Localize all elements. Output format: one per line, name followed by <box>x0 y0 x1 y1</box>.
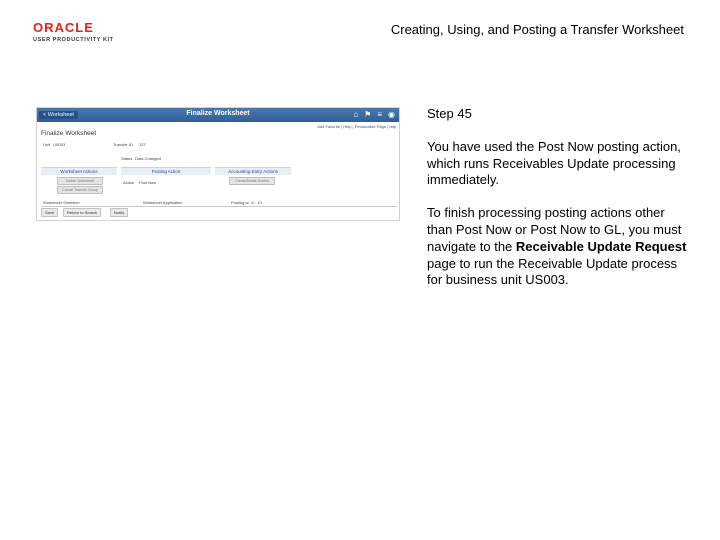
logo-brand: ORACLE <box>33 20 94 35</box>
worksheet-actions-header: Worksheet Actions <box>41 167 117 175</box>
posting-line-text: Posting w.: 8 - 10 <box>231 200 262 205</box>
posting-action-header: Posting Action <box>121 167 211 175</box>
notify-label: Notify <box>114 210 125 215</box>
unit-label: Unit <box>43 142 51 147</box>
create-delete-entries-button[interactable]: Create/Delete Entries <box>229 177 275 185</box>
instruction-text-post: page to run the Receivable Update process for business unit US003. <box>427 255 678 288</box>
step-number: Step 45 <box>427 106 472 121</box>
instruction-paragraph-1: You have used the Post Now posting action, which runs Receivables Update processing immediately. <box>427 138 681 188</box>
logo-subtext: USER PRODUCTIVITY KIT <box>33 37 114 43</box>
transfer-id-value: 127 <box>139 142 146 147</box>
header-icons <box>353 110 395 120</box>
instruction-paragraph-2 <box>427 205 689 289</box>
home-icon[interactable]: ⌂ <box>353 110 359 119</box>
instruction-text-pre: To finish processing posting actions other than Post Now or Post Now to GL, you must navigate to the <box>427 205 682 254</box>
action-label: Action <box>123 180 135 185</box>
transfer-id-label: Transfer ID <box>113 142 133 147</box>
oracle-logo <box>33 22 128 48</box>
flag-icon[interactable]: ⚑ <box>364 110 372 119</box>
window-title: Finalize Worksheet <box>186 110 250 117</box>
save-button[interactable] <box>41 208 58 217</box>
application-screenshot <box>36 107 400 221</box>
save-label: Save <box>45 210 55 215</box>
notify-button[interactable] <box>110 208 128 217</box>
back-button[interactable]: < Worksheet <box>39 111 78 119</box>
accounting-entry-actions-header: Accounting Entry Actions <box>215 167 291 175</box>
top-links[interactable]: Add Favorite | Help | Personalize Page | http <box>317 124 396 129</box>
return-to-search-label: Return to Search <box>67 210 98 215</box>
menu-icon[interactable]: ≡ <box>377 110 383 119</box>
worksheet-selection-link[interactable]: Worksheet Selection <box>43 200 80 205</box>
receivable-update-request-term: Receivable Update Request <box>515 238 687 254</box>
cancel-transfer-group-button[interactable]: Cancel Transfer Group <box>57 186 103 194</box>
instruction-panel <box>427 106 689 289</box>
footer-divider <box>41 206 397 207</box>
document-title: Creating, Using, and Posting a Transfer Worksheet <box>390 22 684 37</box>
action-value[interactable]: Post Now <box>139 180 157 185</box>
navbar-icon[interactable]: ◉ <box>388 110 395 119</box>
app-header-bar <box>37 108 399 122</box>
unit-value: US003 <box>53 142 66 147</box>
status-value: Data Changed <box>135 156 161 161</box>
return-to-search-button[interactable] <box>63 208 101 217</box>
status-label: Status <box>121 156 133 161</box>
delete-worksheet-button[interactable]: Delete Worksheet <box>57 177 103 185</box>
page-heading: Finalize Worksheet <box>41 130 97 137</box>
worksheet-application-link[interactable]: Worksheet Application <box>143 200 183 205</box>
